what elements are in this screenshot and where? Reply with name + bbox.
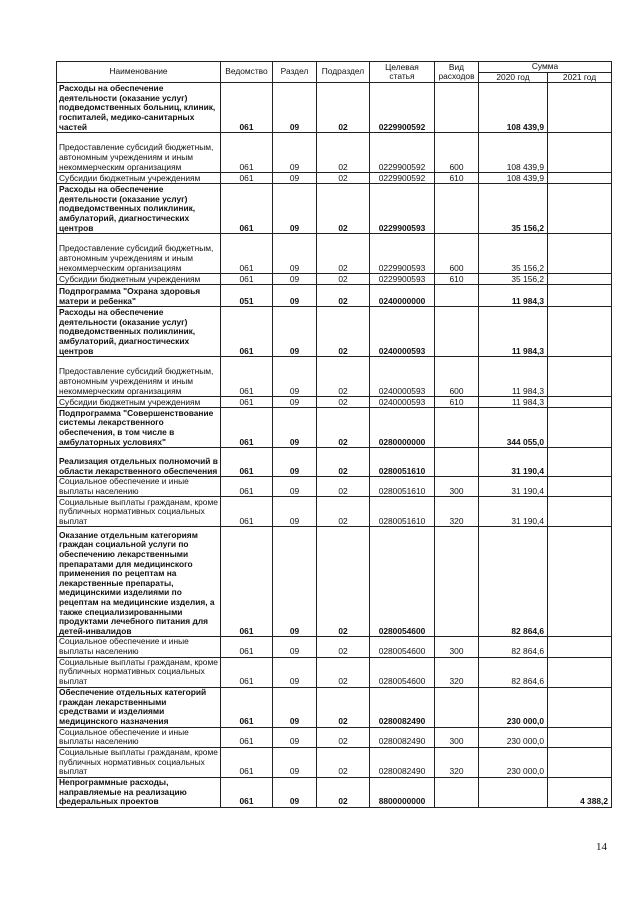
table-row: [57, 747, 612, 777]
row-subsection: 02: [317, 448, 370, 477]
row-subsection: 02: [317, 477, 370, 497]
row-section: 09: [273, 477, 317, 497]
row-target: 0280082490: [370, 727, 435, 747]
table-row: [57, 307, 612, 357]
row-exp-type: 600: [435, 133, 479, 173]
row-dept: 061: [221, 184, 273, 234]
table-row: [57, 527, 612, 637]
row-sum-2021: [548, 727, 612, 747]
row-dept: 061: [221, 727, 273, 747]
row-exp-type: 320: [435, 657, 479, 687]
row-sum-2021: [548, 687, 612, 727]
budget-table: [56, 61, 612, 808]
header-target: Целевая статья: [370, 62, 435, 83]
row-target: 0280082490: [370, 747, 435, 777]
row-name: Непрограммные расходы, направляемые на реализацию федеральных проектов: [57, 777, 221, 807]
table-row: [57, 285, 612, 307]
row-sum-2021: [548, 527, 612, 637]
row-dept: 061: [221, 307, 273, 357]
row-exp-type: 300: [435, 727, 479, 747]
table-row: [57, 777, 612, 807]
row-sum-2021: [548, 448, 612, 477]
row-sum-2020: 108 439,9: [479, 83, 548, 133]
table-row: [57, 657, 612, 687]
row-section: 09: [273, 357, 317, 397]
row-name: Социальные выплаты гражданам, кроме публичных нормативных социальных выплат: [57, 747, 221, 777]
row-name: Реализация отдельных полномочий в области лекарственного обеспечения: [57, 448, 221, 477]
row-target: 0240000593: [370, 357, 435, 397]
row-sum-2021: [548, 497, 612, 527]
table-row: [57, 83, 612, 133]
row-sum-2020: 230 000,0: [479, 747, 548, 777]
row-subsection: 02: [317, 687, 370, 727]
table-row: [57, 173, 612, 184]
row-target: 0229900592: [370, 173, 435, 184]
row-target: 0280082490: [370, 687, 435, 727]
row-section: 09: [273, 657, 317, 687]
row-dept: 061: [221, 448, 273, 477]
row-dept: 061: [221, 657, 273, 687]
row-dept: 061: [221, 497, 273, 527]
row-sum-2020: 82 864,6: [479, 637, 548, 657]
row-exp-type: 610: [435, 173, 479, 184]
row-name: Расходы на обеспечение деятельности (оказание услуг) подведомственных поликлиник, амбулаторий, диагностических центров: [57, 307, 221, 357]
row-subsection: 02: [317, 133, 370, 173]
row-section: 09: [273, 747, 317, 777]
row-subsection: 02: [317, 184, 370, 234]
row-dept: 051: [221, 285, 273, 307]
row-name: Социальные выплаты гражданам, кроме публичных нормативных социальных выплат: [57, 657, 221, 687]
row-section: 09: [273, 637, 317, 657]
row-name: Социальное обеспечение и иные выплаты населению: [57, 727, 221, 747]
row-subsection: 02: [317, 307, 370, 357]
row-dept: 061: [221, 408, 273, 448]
table-row: [57, 274, 612, 285]
row-exp-type: 600: [435, 357, 479, 397]
row-exp-type: 300: [435, 477, 479, 497]
table-row: [57, 408, 612, 448]
row-sum-2021: [548, 747, 612, 777]
row-name: Расходы на обеспечение деятельности (оказание услуг) подведомственных больниц, клиник, госпиталей, медико-санитарных частей: [57, 83, 221, 133]
row-dept: 061: [221, 173, 273, 184]
row-subsection: 02: [317, 173, 370, 184]
row-sum-2021: [548, 234, 612, 274]
row-section: 09: [273, 497, 317, 527]
row-section: 09: [273, 408, 317, 448]
row-sum-2021: [548, 397, 612, 408]
row-sum-2021: [548, 184, 612, 234]
page-number: 14: [596, 841, 607, 853]
row-sum-2020: 31 190,4: [479, 497, 548, 527]
row-target: 0229900593: [370, 234, 435, 274]
header-section: Раздел: [273, 62, 317, 83]
header-dept: Ведомство: [221, 62, 273, 83]
row-section: 09: [273, 285, 317, 307]
row-name: Расходы на обеспечение деятельности (оказание услуг) подведомственных поликлиник, амбулаторий, диагностических центров: [57, 184, 221, 234]
row-exp-type: 610: [435, 397, 479, 408]
row-sum-2021: [548, 477, 612, 497]
row-name: Субсидии бюджетным учреждениям: [57, 274, 221, 285]
row-section: 09: [273, 234, 317, 274]
header-exp-type: Вид расходов: [435, 62, 479, 83]
row-subsection: 02: [317, 83, 370, 133]
table-row: [57, 357, 612, 397]
row-name: Предоставление субсидий бюджетным, автономным учреждениям и иным некоммерческим организациям: [57, 357, 221, 397]
table-body: [57, 83, 612, 808]
table-row: [57, 448, 612, 477]
row-target: 0280054600: [370, 637, 435, 657]
row-dept: 061: [221, 357, 273, 397]
row-dept: 061: [221, 397, 273, 408]
row-name: Социальные выплаты гражданам, кроме публичных нормативных социальных выплат: [57, 497, 221, 527]
row-dept: 061: [221, 477, 273, 497]
row-subsection: 02: [317, 497, 370, 527]
row-dept: 061: [221, 747, 273, 777]
row-name: Субсидии бюджетным учреждениям: [57, 397, 221, 408]
row-sum-2021: [548, 83, 612, 133]
row-sum-2020: 11 984,3: [479, 307, 548, 357]
row-sum-2020: 344 055,0: [479, 408, 548, 448]
row-name: Предоставление субсидий бюджетным, автономным учреждениям и иным некоммерческим организациям: [57, 234, 221, 274]
row-section: 09: [273, 777, 317, 807]
table-row: [57, 497, 612, 527]
row-exp-type: [435, 687, 479, 727]
row-sum-2020: 230 000,0: [479, 727, 548, 747]
row-sum-2020: 11 984,3: [479, 357, 548, 397]
row-sum-2021: [548, 408, 612, 448]
row-section: 09: [273, 397, 317, 408]
row-target: 0229900592: [370, 133, 435, 173]
row-section: 09: [273, 307, 317, 357]
row-subsection: 02: [317, 285, 370, 307]
row-subsection: 02: [317, 527, 370, 637]
row-sum-2021: [548, 637, 612, 657]
row-dept: 061: [221, 637, 273, 657]
row-target: 0280051610: [370, 448, 435, 477]
row-exp-type: [435, 184, 479, 234]
row-sum-2020: 35 156,2: [479, 234, 548, 274]
table-row: [57, 234, 612, 274]
row-exp-type: [435, 307, 479, 357]
row-section: 09: [273, 274, 317, 285]
row-subsection: 02: [317, 777, 370, 807]
row-exp-type: 320: [435, 747, 479, 777]
row-name: Оказание отдельным категориям граждан социальной услуги по обеспечению лекарственными препаратами для медицинского применения по рецептам на лекарственные препараты, медицинскими изделиями по рецептам на медицинские изделия, а также специализированными продуктами лечебного питания для детей-инвалидов: [57, 527, 221, 637]
row-sum-2020: 11 984,3: [479, 285, 548, 307]
row-section: 09: [273, 133, 317, 173]
row-dept: 061: [221, 274, 273, 285]
row-exp-type: [435, 83, 479, 133]
row-target: 0240000593: [370, 397, 435, 408]
row-section: 09: [273, 527, 317, 637]
row-sum-2020: 108 439,9: [479, 133, 548, 173]
row-exp-type: [435, 408, 479, 448]
row-target: 0280051610: [370, 477, 435, 497]
row-sum-2021: [548, 173, 612, 184]
row-name: Социальное обеспечение и иные выплаты населению: [57, 477, 221, 497]
row-name: Обеспечение отдельных категорий граждан лекарственными средствами и изделиями медицинского назначения: [57, 687, 221, 727]
row-subsection: 02: [317, 397, 370, 408]
row-exp-type: [435, 285, 479, 307]
row-dept: 061: [221, 133, 273, 173]
row-sum-2021: [548, 307, 612, 357]
table-row: [57, 133, 612, 173]
row-sum-2020: 108 439,9: [479, 173, 548, 184]
row-sum-2020: 35 156,2: [479, 274, 548, 285]
row-section: 09: [273, 687, 317, 727]
row-subsection: 02: [317, 274, 370, 285]
row-sum-2020: 31 190,4: [479, 477, 548, 497]
row-target: 0280054600: [370, 527, 435, 637]
row-dept: 061: [221, 83, 273, 133]
row-sum-2020: 230 000,0: [479, 687, 548, 727]
header-subsection: Подраздел: [317, 62, 370, 83]
row-name: Предоставление субсидий бюджетным, автономным учреждениям и иным некоммерческим организациям: [57, 133, 221, 173]
table-row: [57, 727, 612, 747]
row-subsection: 02: [317, 657, 370, 687]
row-exp-type: 320: [435, 497, 479, 527]
header-sum: Сумма: [479, 62, 612, 73]
row-section: 09: [273, 173, 317, 184]
row-name: Подпрограмма "Охрана здоровья матери и ребенка": [57, 285, 221, 307]
row-subsection: 02: [317, 234, 370, 274]
row-subsection: 02: [317, 637, 370, 657]
table-row: [57, 397, 612, 408]
row-sum-2020: 82 864,6: [479, 657, 548, 687]
row-target: 0280054600: [370, 657, 435, 687]
row-target: 0280051610: [370, 497, 435, 527]
table-row: [57, 184, 612, 234]
row-sum-2021: [548, 133, 612, 173]
table-row: [57, 477, 612, 497]
row-exp-type: [435, 448, 479, 477]
row-subsection: 02: [317, 408, 370, 448]
row-sum-2020: 82 864,6: [479, 527, 548, 637]
row-name: Субсидии бюджетным учреждениям: [57, 173, 221, 184]
row-sum-2020: 35 156,2: [479, 184, 548, 234]
row-subsection: 02: [317, 727, 370, 747]
table-row: [57, 687, 612, 727]
row-sum-2021: 4 388,2: [548, 777, 612, 807]
row-target: 8800000000: [370, 777, 435, 807]
budget-table-sheet: [56, 61, 611, 808]
row-dept: 061: [221, 687, 273, 727]
row-sum-2020: 31 190,4: [479, 448, 548, 477]
row-target: 0229900592: [370, 83, 435, 133]
header-name: Наименование: [57, 62, 221, 83]
row-sum-2021: [548, 285, 612, 307]
header-year-2021: 2021 год: [548, 72, 612, 83]
header-year-2020: 2020 год: [479, 72, 548, 83]
row-name: Подпрограмма "Совершенствование системы лекарственного обеспечения, в том числе в амбулаторных условиях": [57, 408, 221, 448]
row-section: 09: [273, 727, 317, 747]
row-sum-2020: [479, 777, 548, 807]
row-dept: 061: [221, 234, 273, 274]
row-sum-2021: [548, 357, 612, 397]
row-sum-2021: [548, 657, 612, 687]
row-sum-2020: 11 984,3: [479, 397, 548, 408]
row-dept: 061: [221, 527, 273, 637]
row-target: 0240000593: [370, 307, 435, 357]
row-target: 0280000000: [370, 408, 435, 448]
row-exp-type: [435, 777, 479, 807]
row-exp-type: 300: [435, 637, 479, 657]
row-exp-type: 610: [435, 274, 479, 285]
row-section: 09: [273, 448, 317, 477]
row-target: 0240000000: [370, 285, 435, 307]
row-sum-2021: [548, 274, 612, 285]
row-section: 09: [273, 83, 317, 133]
row-name: Социальное обеспечение и иные выплаты населению: [57, 637, 221, 657]
row-section: 09: [273, 184, 317, 234]
row-target: 0229900593: [370, 274, 435, 285]
row-exp-type: [435, 527, 479, 637]
row-dept: 061: [221, 777, 273, 807]
row-exp-type: 600: [435, 234, 479, 274]
row-target: 0229900593: [370, 184, 435, 234]
row-subsection: 02: [317, 747, 370, 777]
row-subsection: 02: [317, 357, 370, 397]
table-row: [57, 637, 612, 657]
